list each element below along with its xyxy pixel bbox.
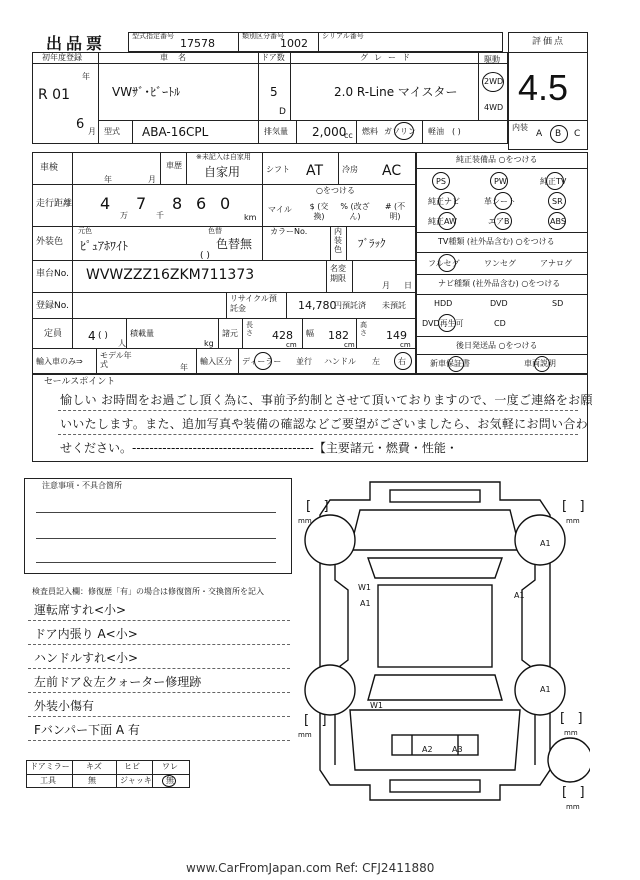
recycle-amount: 14,780 (298, 299, 337, 312)
recycle-unit: 円預託済 (334, 301, 366, 310)
mileage-circle-note: ○をつける (316, 186, 355, 195)
car-name: VWｻﾞ･ﾋﾞｰﾄﾙ (112, 85, 181, 99)
interior-grade-label: 内装 (512, 123, 528, 132)
sales-line-1: 愉しい お時間をお過ごし頂く為に、事前予約制とさせて頂いておりますので、一度ご連絡をお願 (60, 393, 593, 407)
width-unit: cm (344, 341, 355, 349)
navi-sd: SD (552, 299, 564, 308)
category-number: 1002 (280, 37, 308, 50)
caution-label: 注意事項・不具合箇所 (42, 481, 122, 490)
handle-right: 右 (398, 357, 406, 366)
acc-header-scratch: キズ (86, 762, 102, 771)
height: 149 (386, 329, 407, 342)
acc-tools: 工具 (40, 776, 56, 785)
recycle-label: リサイクル預託金 (230, 294, 277, 313)
interior-grade-b: B (555, 129, 562, 139)
capacity: 4 (88, 329, 96, 343)
type-designation-label: 型式指定番号 (132, 32, 174, 40)
drive-label: 駆動 (484, 55, 500, 64)
displacement-unit: cc (344, 131, 353, 140)
equip-ps: PS (436, 177, 446, 186)
fuel-circle (394, 122, 414, 140)
acc-jack-value: 無 (166, 776, 174, 785)
mileage-label: 走行距離 (36, 199, 73, 209)
model-year-unit: 年 (180, 363, 188, 372)
drive-2wd: 2WD (484, 77, 504, 86)
color-no-label: カラーNo. (270, 227, 308, 236)
import-type-label: 輸入区分 (200, 357, 232, 366)
inspector-note-item: 運転席すれ<小> (34, 603, 127, 617)
sales-line-3: せください。------------------------------------------【主要諸元・燃費・性能・ (60, 441, 458, 455)
door-count: 5 (270, 85, 278, 99)
equip-abs: ABS (550, 217, 566, 226)
acc-header-mirror: ドアミラー (30, 762, 70, 771)
displacement: 2,000 (312, 125, 347, 139)
vehicle-history: 自家用 (204, 165, 241, 179)
capacity-unit: 人 (118, 339, 126, 348)
name-change-day: 日 (404, 281, 412, 290)
sales-label: セールスポイント (44, 377, 116, 387)
color-num-label: 色替 (208, 227, 222, 235)
month-unit: 月 (88, 127, 96, 136)
equip-genuine-navi: 純正ナビ (428, 197, 460, 206)
later-warranty: 新車保証書 (430, 359, 470, 368)
type-designation: 17578 (180, 37, 215, 50)
mileage-option-tampered[interactable]: % (改ざん) (340, 202, 370, 221)
inspection-year-unit: 年 (104, 175, 112, 184)
color-changed: 色替無 (216, 237, 253, 251)
chassis-number: WVWZZZ16ZKM711373 (86, 267, 255, 283)
drive-2wd-circle (482, 72, 504, 92)
mileage-option-exchange[interactable]: $ (交換) (309, 202, 329, 221)
interior-grade-a: A (536, 129, 543, 139)
acc-jack: ジャッキ (120, 776, 152, 785)
length-label: 長さ (246, 321, 253, 337)
inspector-note-item: Fバンパー下面 A 有 (34, 723, 140, 737)
tv-fullseg: フルセグ (428, 259, 460, 268)
width-label: 幅 (306, 329, 314, 338)
mark-w1-rear: W1 (370, 701, 383, 710)
mark-a1-right-rear: A1 (540, 685, 551, 694)
color-label: 外装色 (36, 237, 64, 247)
equip-airbag: エアB (488, 217, 510, 226)
grade-label: グレード (360, 53, 416, 62)
sales-line-2: いいたします。また、追加写真や装備の確認などご要望がございましたら、お気軽にお問い合わ (60, 417, 588, 431)
name-change-month: 月 (382, 281, 390, 290)
shift-label: シフト (266, 165, 290, 174)
equip-pw: PW (494, 177, 507, 186)
capacity-label: 定員 (44, 329, 63, 339)
handle-right-circle (394, 352, 412, 370)
category-label: 類別区分番号 (242, 32, 284, 40)
capacity-paren: ( ) (98, 331, 108, 341)
navi-dvd-playback: DVD再生可 (422, 319, 464, 328)
mark-a2-bumper: A2 (422, 745, 433, 754)
mileage-option-mile[interactable]: マイル (268, 205, 292, 214)
interior-color: ﾌﾞﾗｯｸ (358, 237, 386, 250)
height-unit: cm (400, 341, 411, 349)
mileage-unit-sen: 千 (156, 211, 164, 220)
caution-box (24, 478, 292, 574)
acc-header-crack: ヒビ (124, 762, 140, 771)
dims-label: 諸元 (222, 329, 238, 338)
mileage-digit: 0 (220, 194, 231, 213)
navi-label: ナビ種類 (社外品含む) ○をつける (438, 279, 561, 288)
tire-rl-unit: mm (298, 731, 312, 739)
displacement-label: 排気量 (264, 127, 288, 136)
door-type: D (279, 107, 286, 117)
inspector-note-item: ドア内張り A<小> (34, 627, 138, 641)
navi-hdd: HDD (434, 299, 453, 308)
load-unit: kg (204, 339, 214, 348)
tv-oneseg: ワンセグ (484, 259, 516, 268)
load-label: 積載量 (130, 329, 154, 338)
mileage-unit-man: 万 (120, 211, 128, 220)
mileage-unit: km (244, 213, 257, 222)
tire-rr-unit: mm (564, 729, 578, 737)
later-label: 後日発送品 ○をつける (456, 341, 538, 350)
sheet-title: 出品票 (46, 34, 107, 53)
acc-header-break: ワレ (162, 762, 178, 771)
length: 428 (272, 329, 293, 342)
handle-label: ハンドル (324, 357, 356, 366)
first-reg-era: R 01 (38, 87, 70, 103)
ac-label: 冷房 (342, 165, 358, 174)
interior-grade-c: C (574, 129, 581, 139)
mileage-option-unknown[interactable]: # (不明) (384, 202, 406, 221)
chassis-label: 車台No. (36, 269, 69, 279)
tire-spare-unit: mm (566, 803, 580, 811)
tire-fr-unit: mm (566, 517, 580, 525)
inspector-note-item: 外装小傷有 (34, 699, 95, 713)
width: 182 (328, 329, 349, 342)
mileage-digit: 6 (196, 194, 207, 213)
model-label: 型式 (104, 127, 120, 136)
name-change-label: 名変期限 (330, 264, 346, 283)
exterior-color: ﾋﾟｭｱﾎﾜｲﾄ (80, 239, 129, 253)
mark-a1-right-door: A1 (514, 591, 525, 600)
fuel-type: ガソリン (384, 127, 416, 136)
year-unit: 年 (82, 72, 90, 81)
length-unit: cm (286, 341, 297, 349)
navi-cd: CD (494, 319, 506, 328)
interior-color-label: 内装色 (334, 227, 342, 254)
later-manual: 車両説明 (524, 359, 556, 368)
equip-sunroof: SR (552, 197, 563, 206)
equip-leather-seat: 革シート (484, 197, 516, 206)
mark-a3-bumper: A3 (452, 745, 463, 754)
tire-fl-unit: mm (298, 517, 312, 525)
genuine-label: 純正装備品 ○をつける (456, 155, 538, 164)
doors-label: ドア数 (261, 53, 285, 62)
tv-label: TV種類 (社外品含む) ○をつける (438, 237, 555, 246)
mileage-digit: 4 (100, 194, 111, 213)
mileage-digit: 8 (172, 194, 183, 213)
recycle-unpaid: 未預託 (382, 301, 406, 310)
inspector-note-item: ハンドルすれ<小> (34, 651, 139, 665)
inspector-label: 検査員記入欄：修復歴「有」の場合は修復箇所・交換箇所を記入 (32, 587, 264, 596)
mark-a1-right-front: A1 (540, 539, 551, 548)
mark-w1-front: W1 (358, 583, 371, 592)
watermark: www.CarFromJapan.com Ref: CFJ2411880 (186, 861, 435, 875)
import-dealer-circle (254, 352, 272, 370)
evaluation-score: 4.5 (518, 67, 569, 108)
model-code: ABA-16CPL (142, 125, 209, 139)
car-name-label: 車名 (160, 53, 196, 62)
height-label: 高さ (360, 321, 367, 337)
import-dealer: ディーラー (242, 357, 282, 366)
fuel-label: 燃料 (362, 127, 378, 136)
model-year-label: モデル年式 (100, 351, 132, 369)
history-note: ※未記入は自家用 (196, 153, 251, 161)
handle-left: 左 (372, 357, 380, 366)
mark-a1-left-door: A1 (360, 599, 371, 608)
inspector-note-item: 左前ドア＆左クォーター修理跡 (34, 675, 202, 689)
first-reg-month: 6 (76, 117, 85, 132)
serial-label: シリアル番号 (322, 32, 364, 40)
import-parallel: 並行 (296, 357, 312, 366)
color-changed-paren: ( ) (200, 251, 210, 261)
drive-4wd: 4WD (484, 103, 504, 112)
interior-b-circle (550, 125, 568, 143)
shift-type: AT (306, 163, 324, 179)
import-label: 輸入車のみ⇒ (36, 357, 83, 366)
first-reg-label: 初年度登録 (42, 53, 82, 62)
score-label: 評価点 (532, 37, 566, 47)
equip-genuine-aw: 純正AW (428, 217, 457, 226)
navi-dvd: DVD (490, 299, 508, 308)
grade: 2.0 R-Line マイスター (334, 85, 458, 99)
acc-tools-value: 無 (88, 776, 96, 785)
mileage-digit: 7 (136, 194, 147, 213)
diesel-label: 軽油 (428, 127, 444, 136)
air-conditioning: AC (382, 163, 402, 179)
registration-label: 登録No. (36, 301, 69, 311)
equip-genuine-tv: 純正TV (540, 177, 567, 186)
inspection-month-unit: 月 (148, 175, 156, 184)
car-diagram (290, 470, 590, 820)
diesel-paren: ( ) (452, 127, 461, 136)
history-label: 車歴 (166, 161, 182, 170)
inspection-label: 車検 (40, 163, 59, 173)
color-orig-label: 元色 (78, 227, 92, 235)
tv-analog: アナログ (540, 259, 572, 268)
